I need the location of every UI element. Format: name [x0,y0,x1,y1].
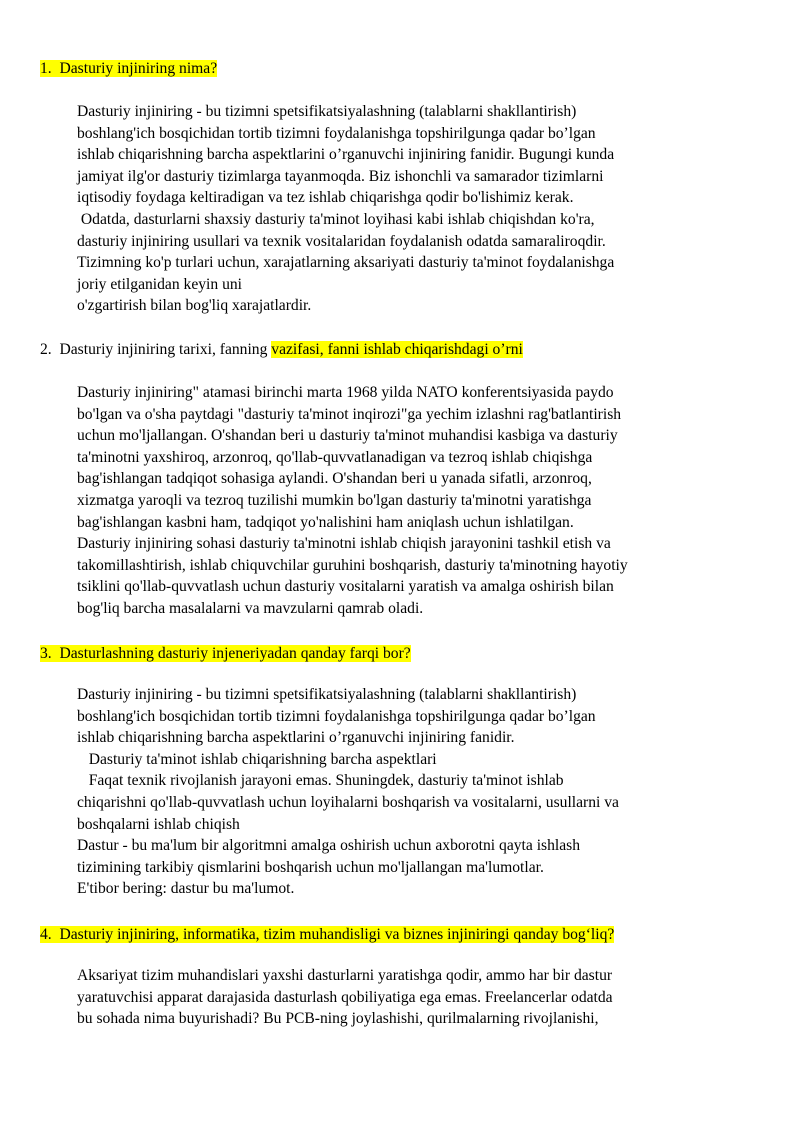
section-4-title: Dasturiy injiniring, informatika, tizim muhandisligi va biznes injiniringi qanday bog‘liq? [59,926,615,943]
section-3-heading [40,643,411,664]
section-3-number: 3. [40,645,52,662]
paragraph-line: chiqarishni qo'llab-quvvatlash uchun loyihalarni boshqarish va vositalarni, usullarni va [77,793,619,811]
paragraph-line: ishlab chiqarishning barcha aspektlarini o’rganuvchi injiniring fanidir. [77,729,515,747]
paragraph-line: Dasturiy injiniring sohasi dasturiy ta'minotni ishlab chiqish jarayonini tashkil etish va [77,535,611,553]
paragraph-line: Dastur - bu ma'lum bir algoritmni amalga oshirish uchun axborotni qayta ishlash [77,837,581,855]
paragraph-line: Dasturiy injiniring - bu tizimni spetsifikatsiyalashning (talablarni shakllantirish) [77,686,577,703]
section-4-number: 4. [40,926,52,943]
paragraph-line: Odatda, dasturlarni shaxsiy dasturiy ta'minot loyihasi kabi ishlab chiqishdan ko'ra, [77,210,595,228]
paragraph-line: Dasturiy ta'minot ishlab chiqarishning barcha aspektlari [77,750,437,768]
section-4-heading-highlight [40,926,614,943]
paragraph-line: boshlang'ich bosqichidan tortib tizimni foydalanishga topshirilgunga qadar bo’lgan [77,124,596,142]
section-2-paragraph [77,382,777,620]
paragraph-line: ta'minotni yaxshiroq, arzonroq, qo'llab-quvvatlanadigan va tezroq ishlab chiqishga [77,448,593,466]
paragraph-line: bag'ishlangan tadqiqot sohasiga aylandi. O'shandan beri u yanada sifatli, arzonroq, [77,470,592,488]
paragraph-line: boshqalarni ishlab chiqish [77,815,240,833]
paragraph-line: takomillashtirish, ishlab chiquvchilar guruhini boshqarish, dasturiy ta'minotning hayotiy [77,556,628,574]
paragraph-line: E'tibor bering: dastur bu ma'lumot. [77,880,295,898]
paragraph-line: bu sohada nima buyurishadi? Bu PCB-ning joylashishi, qurilmalarning rivojlanishi, [77,1010,599,1028]
paragraph-line: Dasturiy injiniring - bu tizimni spetsifikatsiyalashning (talablarni shakllantirish) [77,103,577,120]
section-1-paragraph [77,101,777,317]
paragraph-line: joriy etilganidan keyin uni [77,275,242,293]
section-4-paragraph [77,965,777,1030]
section-3-heading-highlight [40,645,411,662]
section-2-title-highlight: vazifasi, fanni ishlab chiqarishdagi o’rni [271,341,523,358]
section-1-number: 1. [40,60,52,77]
paragraph-line: iqtisodiy foydaga keltiradigan va tez ishlab chiqarishga qodir bo'lishimiz kerak. [77,189,574,207]
paragraph-line: Dasturiy injiniring" atamasi birinchi marta 1968 yilda NATO konferentsiyasida paydo [77,384,614,401]
paragraph-line: bog'liq barcha masalalarni va mavzularni qamrab oladi. [77,599,424,617]
paragraph-line: o'zgartirish bilan bog'liq xarajatlardir. [77,297,312,315]
paragraph-line: Faqat texnik rivojlanish jarayoni emas. Shuningdek, dasturiy ta'minot ishlab [77,772,564,790]
section-1-title: Dasturiy injiniring nima? [59,60,218,77]
section-1-heading [40,58,217,79]
paragraph-line: uchun mo'ljallangan. O'shandan beri u dasturiy ta'minot muhandisi kasbiga va dasturiy [77,427,618,445]
paragraph-line: yaratuvchisi apparat darajasida dasturlash qobiliyatiga ega emas. Freelancerlar odatda [77,988,613,1006]
paragraph-line: ishlab chiqarishning barcha aspektlarini o’rganuvchi injiniring fanidir. Bugungi kunda [77,146,615,164]
section-3-paragraph [77,684,777,900]
paragraph-line: boshlang'ich bosqichidan tortib tizimni foydalanishga topshirilgunga qadar bo’lgan [77,707,596,725]
section-2-heading [40,339,523,360]
section-1-heading-highlight [40,60,217,77]
paragraph-line: jamiyat ilg'or dasturiy tizimlarga tayanmoqda. Biz ishonchli va samarador tizimlarni [77,167,604,185]
paragraph-line: xizmatga yaroqli va tezroq tuzilishi mumkin bo'lgan dasturiy ta'minotni yaratishga [77,491,592,509]
section-2-title: Dasturiy injiniring tarixi, fanning [59,341,272,358]
paragraph-line: tsiklini qo'llab-quvvatlash uchun dasturiy vositalarni yaratish va amalga oshirish bilan [77,578,614,596]
paragraph-line: bo'lgan va o'sha paytdagi "dasturiy ta'minot inqirozi"ga yechim izlashni rag'batlantirish [77,405,622,423]
paragraph-line: bag'ishlangan kasbni ham, tadqiqot yo'nalishini ham aniqlash uchun ishlatilgan. [77,513,574,531]
section-4-heading [40,924,614,945]
paragraph-line: Tizimning ko'p turlari uchun, xarajatlarning aksariyati dasturiy ta'minot foydalanishga [77,254,615,272]
paragraph-line: Aksariyat tizim muhandislari yaxshi dasturlarni yaratishga qodir, ammo har bir dastur [77,967,613,984]
paragraph-line: dasturiy injiniring usullari va texnik vositalaridan foydalanish odatda samaraliroqdir. [77,232,606,250]
section-3-title: Dasturlashning dasturiy injeneriyadan qanday farqi bor? [59,645,411,662]
section-2-number: 2. [40,341,52,358]
paragraph-line: tizimining tarkibiy qismlarini boshqarish uchun mo'ljallangan ma'lumotlar. [77,858,544,876]
